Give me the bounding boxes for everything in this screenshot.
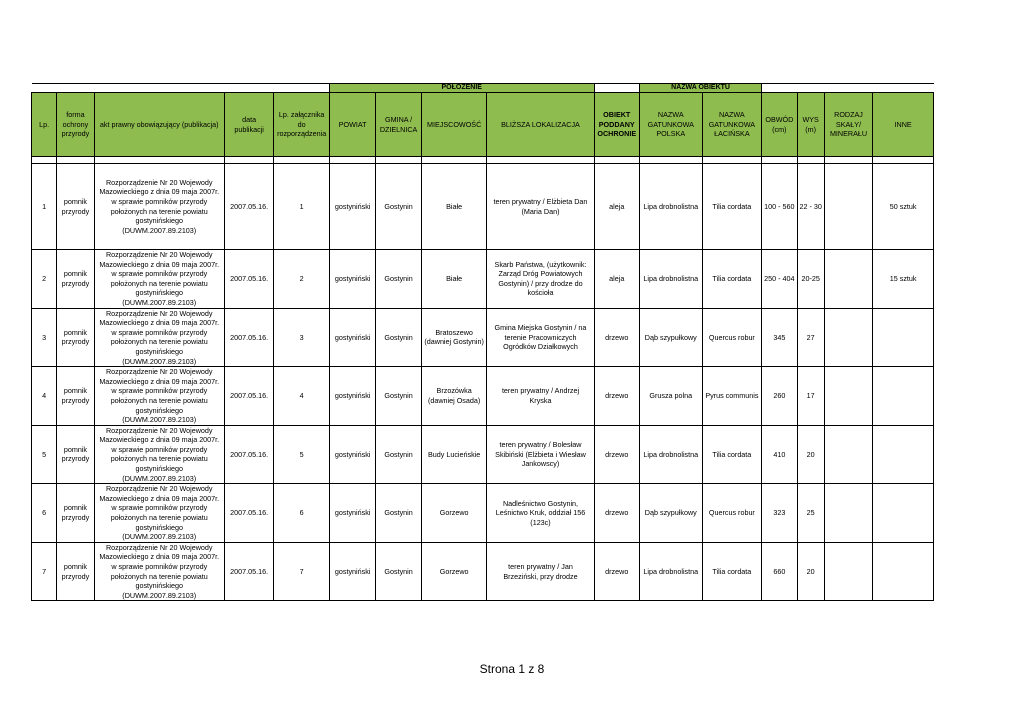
table-cell: 2007.05.16. [224, 308, 273, 367]
table-cell: Rozporządzenie Nr 20 Wojewody Mazowieckiego z dnia 09 maja 2007r. w sprawie pomników przyrody położonych na terenie powiatu gostynińskiego (DUWM.2007.89.2103) [94, 250, 224, 309]
table-cell: 410 [762, 425, 797, 484]
table-cell: 27 [797, 308, 824, 367]
table-cell: 2007.05.16. [224, 250, 273, 309]
table-cell: 6 [32, 484, 57, 543]
table-cell: Nadleśnictwo Gostynin, Leśnictwo Kruk, oddział 156 (123c) [487, 484, 594, 543]
column-header: INNE [873, 93, 934, 157]
table-cell: pomnik przyrody [57, 425, 94, 484]
column-header: OBIEKT PODDANY OCHRONIE [594, 93, 639, 157]
table-header [32, 84, 934, 157]
table-row [32, 542, 934, 601]
table-cell: pomnik przyrody [57, 164, 94, 250]
table-cell: 2 [32, 250, 57, 309]
table-cell: 2 [274, 250, 330, 309]
table-cell: 2007.05.16. [224, 164, 273, 250]
table-cell: 100 - 560 [762, 164, 797, 250]
table-cell: 25 [797, 484, 824, 543]
table-cell: Brzozówka (dawniej Osada) [421, 367, 487, 426]
table-cell: Budy Lucieńskie [421, 425, 487, 484]
table-cell: Lipa drobnolistna [639, 164, 702, 250]
table-cell: 3 [32, 308, 57, 367]
column-header: data publikacji [224, 93, 273, 157]
table-cell: teren prywatny / Jan Brzeziński, przy drodze [487, 542, 594, 601]
table-cell [873, 308, 934, 367]
table-cell: Gostynin [376, 164, 421, 250]
table-cell: Quercus robur [702, 308, 762, 367]
table-cell: teren prywatny / Bolesław Skibiński (Elżbieta i Wiesław Jankowscy) [487, 425, 594, 484]
column-header-row [32, 93, 934, 157]
table-cell: Lipa drobnolistna [639, 425, 702, 484]
table-cell: drzewo [594, 425, 639, 484]
table-cell: pomnik przyrody [57, 250, 94, 309]
table-cell: Tilia cordata [702, 542, 762, 601]
page-footer: Strona 1 z 8 [479, 662, 545, 676]
table-cell: gostyniński [329, 484, 375, 543]
table-cell: 7 [32, 542, 57, 601]
table-cell: 20 [797, 425, 824, 484]
table-cell: Lipa drobnolistna [639, 250, 702, 309]
table-row [32, 484, 934, 543]
table-cell: 660 [762, 542, 797, 601]
table-cell [824, 250, 872, 309]
table-cell: Gostynin [376, 425, 421, 484]
table-cell [824, 484, 872, 543]
table-cell: pomnik przyrody [57, 308, 94, 367]
table-cell: drzewo [594, 367, 639, 426]
table-cell: teren prywatny / Andrzej Kryska [487, 367, 594, 426]
table-cell: 50 sztuk [873, 164, 934, 250]
table-cell: Rozporządzenie Nr 20 Wojewody Mazowieckiego z dnia 09 maja 2007r. w sprawie pomników przyrody położonych na terenie powiatu gostynińskiego (DUWM.2007.89.2103) [94, 367, 224, 426]
table-cell: aleja [594, 250, 639, 309]
header-gap-row [32, 157, 934, 164]
table-cell: 15 sztuk [873, 250, 934, 309]
table-cell: 2007.05.16. [224, 367, 273, 426]
table-cell: gostyniński [329, 425, 375, 484]
table-cell: Rozporządzenie Nr 20 Wojewody Mazowieckiego z dnia 09 maja 2007r. w sprawie pomników przyrody położonych na terenie powiatu gostynińskiego (DUWM.2007.89.2103) [94, 425, 224, 484]
column-header: MIEJSCOWOŚĆ [421, 93, 487, 157]
table-cell: Pyrus communis [702, 367, 762, 426]
table-cell: 2007.05.16. [224, 542, 273, 601]
column-header: Lp. [32, 93, 57, 157]
column-header: forma ochrony przyrody [57, 93, 94, 157]
table-cell: 5 [32, 425, 57, 484]
column-header: GMINA / DZIELNICA [376, 93, 421, 157]
table-cell: gostyniński [329, 367, 375, 426]
table-cell: 6 [274, 484, 330, 543]
table-cell: Gostynin [376, 250, 421, 309]
table-cell [873, 542, 934, 601]
table-cell: pomnik przyrody [57, 484, 94, 543]
table-cell: 4 [32, 367, 57, 426]
table-cell: 3 [274, 308, 330, 367]
table-cell [824, 308, 872, 367]
table-cell: Tilia cordata [702, 425, 762, 484]
table-row [32, 367, 934, 426]
table-cell: 4 [274, 367, 330, 426]
table-cell: drzewo [594, 308, 639, 367]
table-cell: 22 - 30 [797, 164, 824, 250]
table-cell: Rozporządzenie Nr 20 Wojewody Mazowieckiego z dnia 09 maja 2007r. w sprawie pomników przyrody położonych na terenie powiatu gostynińskiego (DUWM.2007.89.2103) [94, 164, 224, 250]
group-header-polozenie: POŁOŻENIE [329, 84, 594, 93]
table-cell: gostyniński [329, 542, 375, 601]
table-cell: Lipa drobnolistna [639, 542, 702, 601]
table-cell: Dąb szypułkowy [639, 484, 702, 543]
table-cell: 1 [32, 164, 57, 250]
table-cell: Białe [421, 250, 487, 309]
table-row [32, 308, 934, 367]
table-cell: Dąb szypułkowy [639, 308, 702, 367]
table-cell: Gmina Miejska Gostynin / na terenie Pracowniczych Ogródków Działkowych [487, 308, 594, 367]
table-cell: aleja [594, 164, 639, 250]
column-header: Lp. załącznika do rozporządzenia [274, 93, 330, 157]
column-header: BLIŻSZA LOKALIZACJA [487, 93, 594, 157]
table-cell: 5 [274, 425, 330, 484]
table-cell [824, 367, 872, 426]
table-cell [873, 367, 934, 426]
column-header: NAZWA GATUNKOWA ŁACIŃSKA [702, 93, 762, 157]
table-cell: Rozporządzenie Nr 20 Wojewody Mazowieckiego z dnia 09 maja 2007r. w sprawie pomników przyrody położonych na terenie powiatu gostynińskiego (DUWM.2007.89.2103) [94, 542, 224, 601]
table-cell: 1 [274, 164, 330, 250]
table-row [32, 164, 934, 250]
table-cell: Gostynin [376, 308, 421, 367]
table-cell: Tilia cordata [702, 164, 762, 250]
table-cell: teren prywatny / Elżbieta Dan (Maria Dan) [487, 164, 594, 250]
table-row [32, 425, 934, 484]
table-cell: gostyniński [329, 250, 375, 309]
group-header-nazwa-obiektu: NAZWA OBIEKTU [639, 84, 761, 93]
table-cell: 20 [797, 542, 824, 601]
table-cell: 20-25 [797, 250, 824, 309]
table-cell: Gostynin [376, 542, 421, 601]
table-cell: Rozporządzenie Nr 20 Wojewody Mazowieckiego z dnia 09 maja 2007r. w sprawie pomników przyrody położonych na terenie powiatu gostynińskiego (DUWM.2007.89.2103) [94, 484, 224, 543]
table-cell: gostyniński [329, 308, 375, 367]
table-cell: Skarb Państwa, (użytkownik: Zarząd Dróg Powiatowych Gostynin) / przy drodze do kościoła [487, 250, 594, 309]
table-cell: 7 [274, 542, 330, 601]
monuments-table [31, 83, 934, 601]
table-cell [873, 484, 934, 543]
column-header: NAZWA GATUNKOWA POLSKA [639, 93, 702, 157]
table-cell: Bratoszewo (dawniej Gostynin) [421, 308, 487, 367]
table-cell: 17 [797, 367, 824, 426]
table-cell: 250 - 404 [762, 250, 797, 309]
table-cell: Gorzewo [421, 484, 487, 543]
table-cell: 260 [762, 367, 797, 426]
table-cell: Quercus robur [702, 484, 762, 543]
table-cell: pomnik przyrody [57, 367, 94, 426]
table-cell: Tilia cordata [702, 250, 762, 309]
table-cell: 323 [762, 484, 797, 543]
column-header: RODZAJ SKAŁY/ MINERAŁU [824, 93, 872, 157]
table-row [32, 250, 934, 309]
table-cell: gostyniński [329, 164, 375, 250]
table-cell: 345 [762, 308, 797, 367]
table-cell: Gostynin [376, 367, 421, 426]
table-cell [824, 425, 872, 484]
table-cell: drzewo [594, 542, 639, 601]
table-cell: Gostynin [376, 484, 421, 543]
column-header: akt prawny obowiązujący (publikacja) [94, 93, 224, 157]
table-cell: Gorzewo [421, 542, 487, 601]
table-cell: pomnik przyrody [57, 542, 94, 601]
table-cell: Grusza polna [639, 367, 702, 426]
column-header: OBWÓD (cm) [762, 93, 797, 157]
table-cell [824, 542, 872, 601]
column-header: POWIAT [329, 93, 375, 157]
table-cell: Białe [421, 164, 487, 250]
table-cell: Rozporządzenie Nr 20 Wojewody Mazowieckiego z dnia 09 maja 2007r. w sprawie pomników przyrody położonych na terenie powiatu gostynińskiego (DUWM.2007.89.2103) [94, 308, 224, 367]
table-cell: drzewo [594, 484, 639, 543]
column-header: WYS (m) [797, 93, 824, 157]
table-cell [873, 425, 934, 484]
table-cell: 2007.05.16. [224, 484, 273, 543]
table-cell [824, 164, 872, 250]
table-cell: 2007.05.16. [224, 425, 273, 484]
table-body [32, 157, 934, 601]
